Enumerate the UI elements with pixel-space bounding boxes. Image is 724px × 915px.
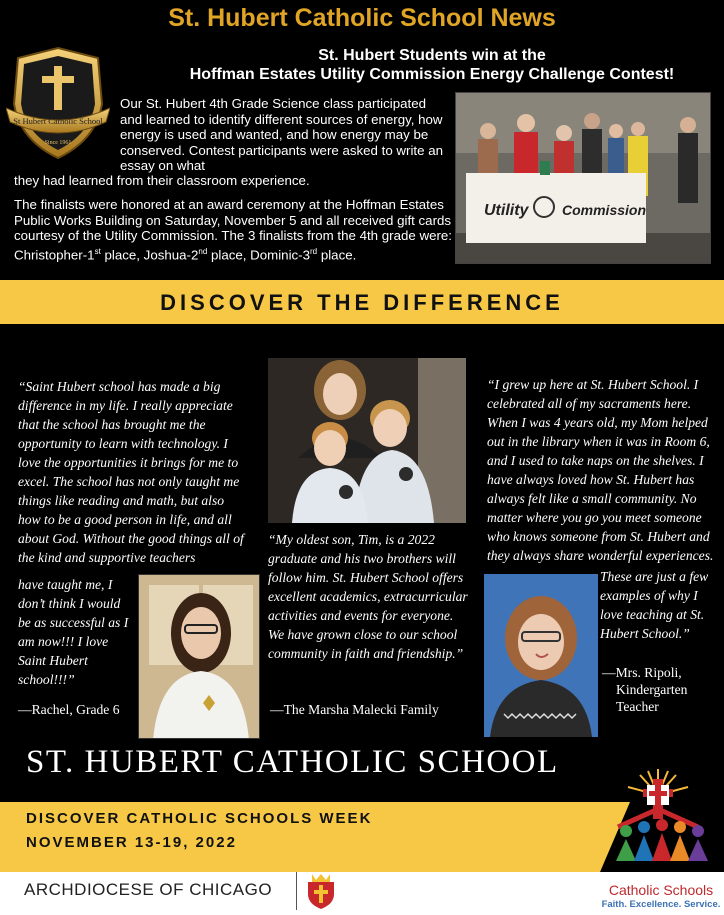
article-headline (160, 46, 704, 84)
school-name-heading: ST. HUBERT CATHOLIC SCHOOL (26, 744, 559, 780)
testimonial-rachel-signature: —Rachel, Grade 6 (18, 702, 120, 717)
catholic-schools-tagline: Faith. Excellence. Service. (601, 899, 721, 910)
ripoli-photo (484, 574, 598, 737)
testimonial-malecki-signature: —The Marsha Malecki Family (270, 702, 439, 717)
article-paragraph-2: The finalists were honored at an award ceremony at the Hoffman Estates Public Works Building on Saturday, November 5 and all received gift cards courtesy of the Utility Commission. The 3 finalists from the 4th grade were: Christopher-1st place, Joshua-2nd place, Dominic-3rd place. (14, 197, 452, 262)
catholic-schools-logo (600, 765, 720, 885)
testimonial-malecki: “My oldest son, Tim, is a 2022 graduate and his two brothers will follow him. St. Hubert School offers excellent academics, extracurricular activities and events for everyone. We have grown close to our school community in faith and friendship.” (268, 532, 468, 661)
testimonial-rachel-part-1: “Saint Hubert school has made a big difference in my life. I really appreciate that the school has brought me the opportunity to learn with technology. I love the opportunities it brings for me to excel. The school has not only taught me things like reading and math, but also how to be a good person in life, and all about God. Without the good things all of the kind and supportive teachers (18, 379, 244, 565)
testimonial-rachel-part-2: have taught me, I don’t think I would be as successful as I am now!!! I love Saint Hubert school!!!” (18, 577, 129, 687)
discover-banner-text: DISCOVER THE DIFFERENCE (160, 290, 564, 315)
malecki-family-photo (268, 358, 466, 523)
award-ceremony-photo (455, 92, 711, 264)
photo-banner-text-commission: Commission (562, 202, 647, 218)
photo-banner-text-utility: Utility (484, 202, 529, 219)
article-paragraph-1: Our St. Hubert 4th Grade Science class participated and learned to identify different sources of energy, how energy is used and wanted, and how energy may be conserved. Contest participants were asked to write an essay on what (120, 96, 443, 173)
svg-text:Since 1961: Since 1961 (44, 140, 72, 146)
testimonial-ripoli-part-1: “I grew up here at St. Hubert School. I celebrated all of my sacraments here. When I was 4 years old, my Mom helped out in the library when it was in Room 6, and I used to take naps on the shelves. I have always loved how St. Hubert has always felt like a small community. No matter where you go you meet someone who knows someone from St. Hubert and they always share wonderful experiences. (487, 377, 714, 563)
catholic-schools-label: Catholic Schools (608, 882, 714, 898)
archdiocese-seal-icon (304, 872, 338, 910)
schools-week-dates: NOVEMBER 13-19, 2022 (26, 834, 237, 851)
svg-text:St Hubert Catholic School: St Hubert Catholic School (13, 116, 103, 126)
newsletter-title: St. Hubert Catholic School News (168, 4, 556, 32)
headline-line-1: St. Hubert Students win at the (318, 47, 546, 64)
article-paragraph-1-continued: they had learned from their classroom experience. (14, 173, 310, 188)
testimonial-ripoli-part-2: These are just a few examples of why I love teaching at St. Hubert School.” (600, 569, 709, 641)
school-crest-logo (6, 44, 110, 162)
rachel-photo (138, 574, 260, 739)
testimonial-ripoli-signature: —Mrs. Ripoli, Kindergarten Teacher (602, 665, 688, 714)
headline-line-2: Hoffman Estates Utility Commission Energy Challenge Contest! (189, 66, 675, 83)
schools-week-title: DISCOVER CATHOLIC SCHOOLS WEEK (26, 810, 373, 827)
archdiocese-label: ARCHDIOCESE OF CHICAGO (24, 880, 273, 899)
footer-divider (296, 872, 297, 910)
